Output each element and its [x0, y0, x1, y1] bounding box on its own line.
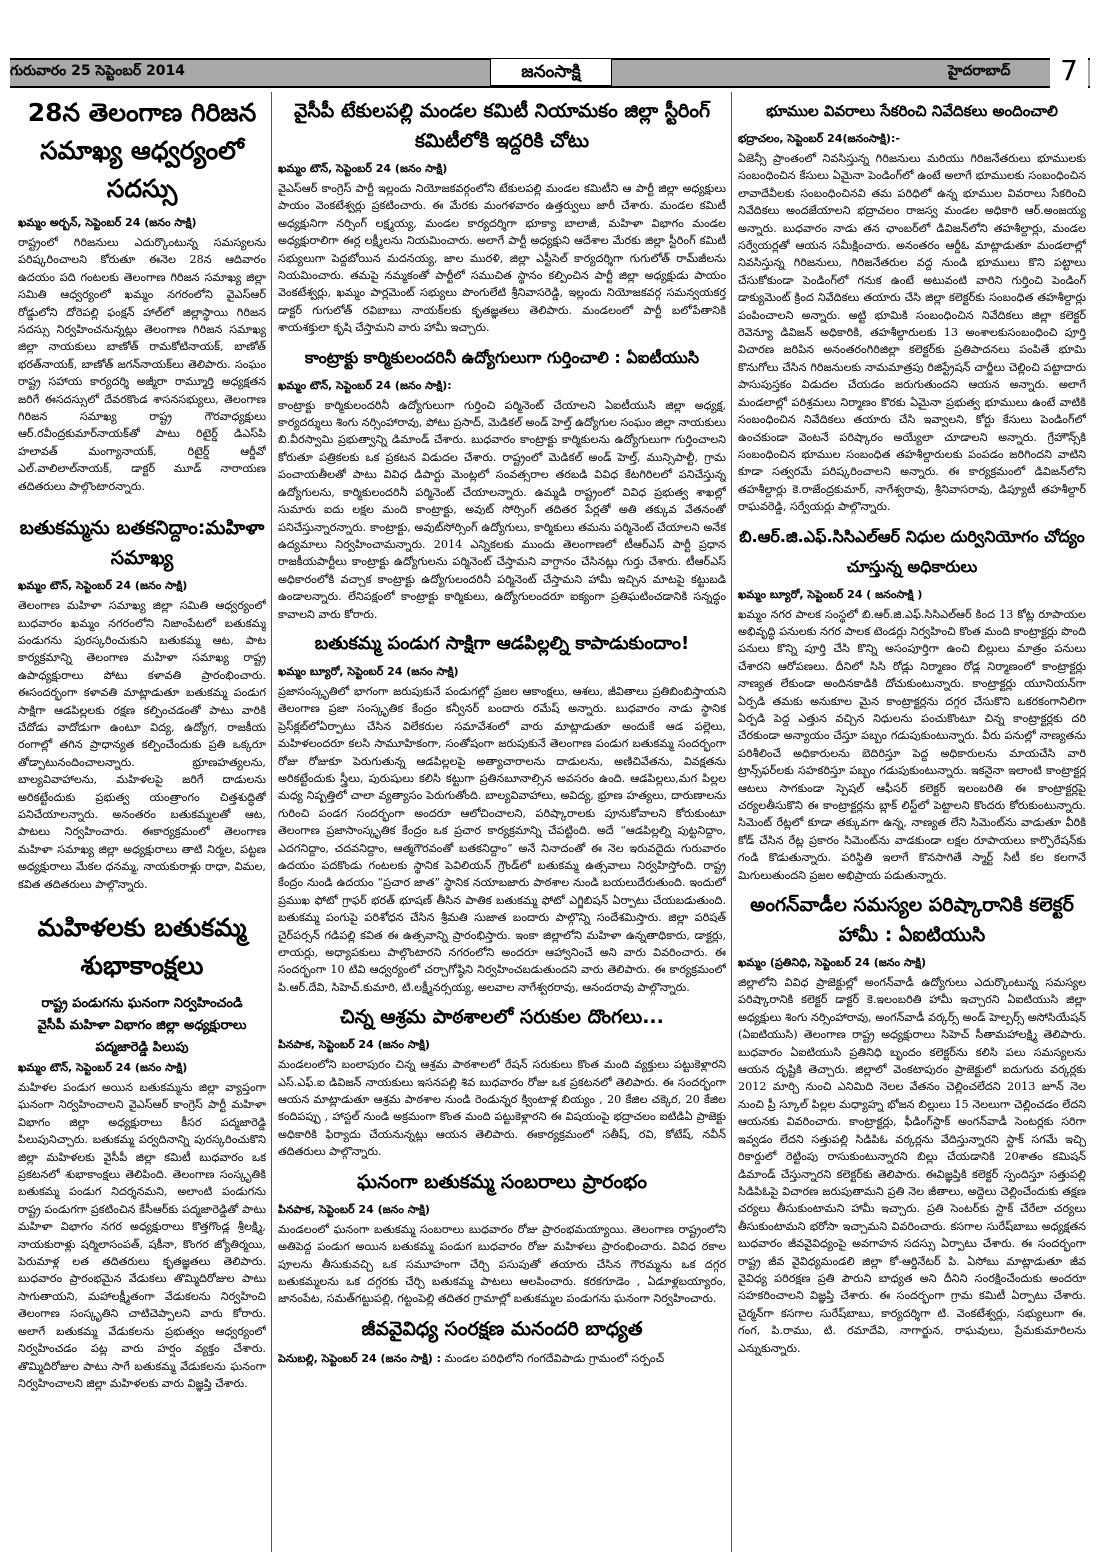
- article-dateline: భద్రాచలం, సెప్టెంబర్ 24(జనంసాక్షి):-: [738, 132, 900, 145]
- article-dateline: ఖమ్మం టౌన్, సెప్టెంబర్ 24 (జనం సాక్షి): [18, 579, 188, 593]
- article-dateline: ఖమ్మం (ప్రతినిధి, సెప్టెంబర్ 24 (జనం సాక్షి): [738, 956, 927, 970]
- article-ashram-school-theft: [278, 1002, 726, 1160]
- article-tribal-seminar: [18, 94, 266, 495]
- article-dateline: ఖమ్మం టౌన్, సెప్టెంబర్ 24 (జనం సాక్షి): [18, 1061, 188, 1074]
- article-body: కాంట్రాక్టు కార్మికులందరినీ ఉద్యోగులుగా గుర్తించి పర్మినెంట్ చేయాలని ఏఐటీయుసి జిల్లా అధ్యక్ష, కార్యదర్శులు శింగు నర్సింహారావు, పోటు ప్రసాద్, మెడికల్ అండ్ హెల్త్ ఉద్యోగుల సంఘం జిల్లా నాయకులు బి.వీరస్వామి ప్రభుత్వాన్ని డిమాండ్ చేశారు. బుధవారం కాంట్రాక్టు కార్మికులను ఉద్యోగులుగా గుర్తించాలని కోరుతూ పత్రికలకు ఒక ప్రకటన విడుదల చేశారు. రాష్ట్రంలో మెడికల్ అండ్ హెల్త్, మున్సిపాల్టీ, గ్రామ పంచాయతీలతో పాటు వివిధ డిపార్టు మెంట్లలో సంవత్సరాల తరబడి వివిధ కేటగిరిలలో పనిచేస్తున్న ఉద్యోగులను, కార్మికులందరినీ పర్మినెంట్ చేయాలన్నారు. ఉమ్మడి రాష్ట్రంలో వివిధ ప్రభుత్వ శాఖల్లో సుమారు ఐదు లక్షల మంది కాంట్రాక్టు, అవుట్ సోర్సింగ్ తదితర పేర్లతో అతి తక్కువ వేతనంతో పనిచేస్తున్నారన్నారు. కాంట్రాక్టు, అవుట్‌సోర్సింగ్ ఉద్యోగులు, కార్మికులు తమను పర్మినెంట్ చేయాలని అనేక ఉద్యమాలు నిర్వహించామన్నారు. 2014 ఎన్నికలకు ముందు తెలంగాణలో టీఆర్ఎస్ పార్టీ ప్రధాన రాజకీయపార్టీలు కాంట్రాక్టు ఉద్యోగులను పర్మినెంట్ చేస్తామని వాగ్దానం చేసినట్లు గుర్తు చేశారు. టీఆర్ఎస్ అధికారంలోకి వచ్చాక కాంట్రాక్టు ఉద్యోగులందరినీ పర్మినెంట్ చేస్తామని హామీ ఇచ్చిన మాటపై కట్టుబడి ఉండాలన్నారు. లేనిపక్షంలో కాంట్రాక్టు కార్మికులు, ఉద్యోగులందరూ ఐక్యంగా ప్రతిఘటించడానికి సన్నద్ధం కావాలని వారు కోరారు.: [278, 398, 726, 621]
- article-headline: వైసీపీ టేకులపల్లి మండల కమిటీ నియామకం జిల్లా స్టీరింగ్ కమిటీలోకి ఇద్దరికి చోటు: [293, 100, 711, 152]
- article-body: మండలంలో ఘనంగా బతుకమ్మ సంబరాలు బుధవారం రోజు ప్రారంభమయ్యాయి. తెలంగాణ రాష్ట్రంలోని అతిపెద్ద పండుగ అయిన బతుకమ్మ పండుగ బుధవారం రోజు మహిళలు ప్రారంభించారు. వివిధ రకాల పూలను తీసుకువచ్చి ఒక సమూహంగా చేర్చి పసుపుతో తయారు చేసిన గౌరమ్మను ఒక దగ్గర బతుకమ్మలను ఒక దగ్గరకు చేర్చి బతుకమ్మ పాటలు ఆలపించారు. కరకగూడెం , ఏడూళ్లబయ్యారం, జానంపేట, సమత్‌గట్టుపల్లి, గట్టంపెల్లి తదితర గ్రామాల్లో బతుకమ్మల పండుగను ఘనంగా నిర్వహించారు.: [278, 1222, 726, 1306]
- article-dateline: ఖమ్మం టౌన్, సెప్టెంబర్ 24 (జనం సాక్షి):: [278, 378, 452, 392]
- article-headline: బతుకమ్మను బతకనిద్దాం:మహిళా సమాఖ్య: [19, 517, 265, 570]
- article-land-records: [738, 96, 1086, 516]
- article-headline: అంగన్‌వాడీల సమస్యల పరిష్కారానికి కలెక్టర్ హామీ : ఏఐటియుసి: [750, 894, 1074, 947]
- article-body: జిల్లాలోని వివిధ ప్రాజెక్టుల్లో అంగన్‌వాడీ ఉద్యోగులు ఎదుర్కొంటున్న సమస్యల పరిష్కారానికి కలెక్టర్ డాక్టర్ కె.ఇలంబరితి హామీ ఇచ్చారని ఏఐటియుసి జిల్లా అధ్యక్షులు శింగు నర్సింహారావు, అంగన్‌వాడీ వర్కర్స్ అండ్ హెల్పర్స్ అసోసియేషన్ (ఏఐటియుసి) తెలంగాణ రాష్ట్ర అధ్యక్షురాలు సిహెచ్ సీతామహాలక్ష్మి తెలిపారు. బుధవారం ఏఐటియుసి ప్రతినిధి బృందం కలెక్టర్‌ను కలిసి పలు సమస్యలను ఆయన దృష్టికి తెచ్చారు. జిల్లాలో వెంకటాపురం ప్రాజెక్టులో ఐదుగురు వర్కర్లకు 2012 మార్చి నుంచి ఎనిమిది నెలల వేతనం చెల్లించలేదని 2013 జూన్ నెల నుంచి ప్రీ స్కూల్ పిల్లల మధ్యాహ్న భోజన బిల్లులు 15 నెలలుగా చెల్లించడం లేదని ఆయనకు వివరించారు. కాంట్రాక్టర్లు, ఫీడింగ్‌స్టాక్ అంగన్‌వాడీ సెంటర్లకు సరిగా ఇవ్వడం లేదని సత్తుపల్లి సిడిపిఓ వర్కర్లను వేదిస్తున్నారని స్టాక్ సగమే ఇచ్చి రికార్డులో రెట్టింపు రాసుకుంటున్నారని బిల్లు చేయడానికి 20శాతం కమిషన్ డిమాండ్ చేస్తున్నారని కలెక్టర్‌కు తెలిపారు. ఈవిజ్ఞప్తికి కలెక్టర్ స్పందిస్తూ సత్తుపల్లి సిడిపిఓపై విచారణ జరుపుతామని ప్రతి నెల జీతాలు, అద్దెలు చెల్లించేందుకు తక్షణ చర్యలు తీసుకుంటామని హామీ ఇచ్చారు. ప్రతి సెంటర్‌కు స్టాక్ చేరేలా చర్యలు తీసుకుంటామని భరోసా ఇచ్చామని వివరించారు. కసగాల సురేష్‌బాబు అధ్యక్షతన బుధవారం జీవవైవిధ్యంపై అవగాహన సదస్సు ఏర్పాటు చేశారు. ఈ సందర్భంగా రాష్ట్ర జీవ వైవిధ్యమండలి జిల్లా కో-ఆర్డినేటర్ పి. ఏసోబు మాట్లాడుతూ జీవ వైవిధ్య పరిరక్షణ ప్రతి పౌరుని బాధ్యత అని దీనిని సంరక్షించేందుకు అందరూ సహకరించాలని విజ్ఞప్తి చేశారు. ఈ సందర్భంగా గ్రామ కమిటీ ఏర్పాటు చేశారు. చైర్మన్‌గా కసగాల సురేష్‌బాబు, కార్యదర్శిగా టి. వెంకటేశ్వర్లు, సభ్యులుగా ఈ. గంగ, పి.రాము, టి. రమాదేవి, నాగార్జున, రాఘవులు, ప్రేమకుమారిలను ఎన్నుకున్నారు.: [738, 976, 1086, 1355]
- article-body: మండలంలోని బంలాపురం చిన్న ఆశ్రమ పాఠశాలలో రేషన్ సరుకులు కొంత మంది వ్యక్తులు పట్టుకెళ్లారని ఎస్.ఎఫ్.ఐ డివిజన్ నాయకులు ఇసనపల్లి శివ బుధవారం రోజు ఒక ప్రకటనలో తెలిపారు. ఈ సందర్భంగా ఆయన మాట్లాడుతూ ఆశ్రమ పాఠశాల నుండి రెండున్నర క్వింటాళ్ల బియ్యం , 20 కేజిల చక్కెర, 20 కేజిల కందిపప్పు , హాస్టల్ నుండి అక్రమంగా కొంత మంది పట్టుకెళ్లారని ఈ విషయంపై భద్రాచలం ఐటిడిఏ ప్రాజెక్టు అధికారికి ఫిర్యాదు చేయనున్నట్లు ఆయన తెలిపారు. ఈకార్యక్రమంలో సతీష్, రవి, కోటేష్, నవీన్ తదితరులు పాల్గొన్నారు.: [278, 1058, 726, 1159]
- article-headline: మహిళలకు బతుకమ్మ శుభాకాంక్షలు: [37, 913, 247, 980]
- article-headline: భూముల వివరాలు సేకరించి నివేదికలు అందించాలి: [766, 102, 1058, 120]
- article-save-girl-child: [278, 629, 726, 996]
- article-subheadline: రాష్ట్ర పండుగను ఘనంగా నిర్వహించండి: [41, 996, 243, 1011]
- article-contract-workers: [278, 343, 726, 623]
- article-biodiversity: [278, 1314, 726, 1367]
- column-divider: [731, 92, 732, 1552]
- article-body: మండల పరిధిలోని గంగదేవిపాడు గ్రామంలో సర్పంచ్: [444, 1351, 665, 1365]
- article-bathukamma-greetings: [18, 909, 266, 1392]
- article-dateline: పెనుబల్లి, సెప్టెంబర్ 24 (జనం సాక్షి) :: [278, 1351, 442, 1365]
- article-headline: జీవవైవిధ్య సంరక్షణ మనందరి బాధ్యత: [361, 1317, 643, 1340]
- article-dateline: పినపాక, సెప్టెంబర్ 24 (జనం సాక్షి): [278, 1038, 430, 1052]
- edition-city: హైదరాబాద్: [948, 63, 1011, 79]
- article-body: ఏజెన్సీ ప్రాంతంలో నివసిస్తున్న గిరిజనులు మరియు గిరిజనేతరులు భూములకు సంబంధించిన కేసులు ఏమైనా పెండింగ్‌లో ఉంటే అలాగే భూములకు సంబంధించిన లావాదేవీలకు సంబంధించినవి తమ పరిధిలో ఉన్న భూముల వివరాలు సేకరించి నివేదికలు అందజేయాలని భద్రాచలం రాజస్వ మండల అధికారి ఆర్.అంజయ్య అన్నారు. బుధవారం నాడు తన ఛాంబర్‌లో డివిజన్‌లోని తహశీల్దార్లు, మండల సర్వేయర్లతో ఆయన సమీక్షించారు. అనంతరం ఆర్డీఓ మాట్లాడుతూ మండలాల్లో నివసిస్తున్న గిరిజనులు, గిరిజనేతరుల వద్ద నుండి భూములు కొని పట్టాలు చేసుకోకుండా పెండింగ్‌లో గనుక ఉంటే అటువంటి వారిని గుర్తించి పెండింగ్ డాక్యుమెంట్ క్రింద నివేదికలు తయారు చేసి జిల్లా కలెక్టర్‌కు సంబంధిత తహశీల్దార్లు పంపించాలని అన్నారు. అట్టి భూమికి సంబంధించిన నివేదికలు జిల్లా కలెక్టర్ రెవెన్యూ డివిజన్ అధికారికి, తహశీల్దారులకు 13 అంశాలకుసంబంధించి పూర్తి విచారణ జరిపిన అనంతరంగిరిజిల్లా కలెక్టర్‌కు ప్రతిపాదనలు పంపితే భూమి కొనుగోలు చేసిన గిరిజనులకు నామమాత్రపు రిజిస్ట్రేషన్ చార్జీలు చెల్లించి పట్టాదారు పాసుపుస్తకం విడుదల చేయడం జరుగుతుందని ఆయన అన్నారు. అలాగే మండలాల్లో పరిశ్రమలు నిర్మాణం కొరకు ఏమైనా ప్రభుత్వ భూములు ఉంటే వాటికి సంబంధించిన నివేదికలు తయారు చేసి ఇవ్వాలని, కోర్టు కేసులు పెండింగ్‌లో ఉంచకుండా వెంటనే పరిష్కారం అయ్యేలా చూడాలని అన్నారు. గ్రేహౌన్స్‌కి సంబంధించిన భూముల సంబంధిత తహశీల్దారులకు పంపడం జరిగిందని వాటిని కూడా సత్వరమే పరిష్కరించాలని అన్నారు. ఈ కార్యక్రమంలో డివిజన్‌లోని తహశీల్దార్లు కె.రాజేంద్రకుమార్, నాగేశ్వరావు, శ్రీనివాసరావు, డిప్యూటీ తహశీల్దార్ రాఘవరెడ్డి, సర్వేయర్లు పాల్గొన్నారు.: [738, 152, 1086, 514]
- article-headline: బతుకమ్మ పండుగ సాక్షిగా ఆడపిల్లల్ని కాపాడుకుందాం!: [314, 632, 690, 654]
- article-body: మహిళల పండుగ అయిన బతుకమ్మను జిల్లా వ్యాప్తంగా ఘనంగా నిర్వహించాలని వైఎస్ఆర్ కాంగ్రెస్ పార్టీ మహిళా విభాగం జిల్లా అధ్యక్షురాలు కీసర పద్మజారెడ్డి పిలుపునిచ్చారు. బతుకమ్మ పర్వదినాన్ని పురస్కరించుకొని జిల్లా మహిళలకు వైసీపీ జిల్లా కమిటీ బుధవారం ఒక ప్రకటనలో శుభాకాంక్షలు తెలిపింది. తెలంగాణ సంస్కృతికి బతుకమ్మ పండుగ నిదర్శనమని, అలాంటి పండుగను రాష్ట్ర పండుగగా ప్రకటించిన కేసీఆర్‌కు పద్మజారెడ్డితో పాటు మహిళా విభాగం నగర అధ్యక్షురాలు కొత్తగొండ్ల శ్రీలక్ష్మి, నాయకురాళ్లు షర్మిలాసంపత్, షకీనా, కొంగర జ్యోతిర్మయి, పెరుమాళ్ల లత తదితరులు కృతజ్ఞతలు తెలిపారు. బుధవారం ప్రారంభమైన వేడుకలు తొమ్మిదిరోజుల పాటు సాగుతాయని, మహాలక్ష్మీతంగా వేడుకలను నిర్వహించి తెలంగాణ సంస్కృతిని చాటిచెప్పాలని వారు కోరారు. అలాగే బతుకమ్మ వేడుకలను ప్రభుత్వం ఆధ్వర్యంలో నిర్వహించడం పట్ల వారు హర్షం వ్యక్తం చేశారు. తొమ్మిదిరోజుల పాటు సాగే బతుకమ్మ వేడుకలను ఘనంగా నిర్వహించాలని జిల్లా మహిళలకు వారు విజ్ఞప్తి చేశారు.: [18, 1081, 266, 1390]
- article-anganwadi-issues: [738, 890, 1086, 1357]
- article-headline: ఘనంగా బతుకమ్మ సంబరాలు ప్రారంభం: [357, 1170, 647, 1193]
- article-bathukamma-women-federation: [18, 513, 266, 893]
- article-dateline: పినపాక, సెప్టెంబర్ 24 (జనం సాక్షి): [278, 1202, 430, 1216]
- column-middle: [278, 92, 726, 1552]
- article-subheadline: వైసీపీ మహిళా విభాగం జిల్లా అధ్యక్షురాలు: [37, 1018, 247, 1033]
- article-dateline: ఖమ్మం బ్యూరో, సెప్టెంబర్ 24 ( జనంసాక్షి ): [738, 587, 923, 601]
- article-body: తెలంగాణ మహిళా సమాఖ్య జిల్లా సమితి ఆధ్వర్యంలో బుధవారం ఖమ్మం నగరంలోని నిజాంపేటలో బతుకమ్మ పండుగను పురస్కరించుకుని బతుకమ్మ ఆట, పాట కార్యక్రమాన్ని తెలంగాణ మహిళా సమాఖ్య రాష్ట్ర ఉపాధ్యక్షురాలు పోటు కళావతి ప్రారంభించారు. ఈసందర్భంగా కళావతి మాట్లాడుతూ బతుకమ్మ పండుగ సాక్షిగా ఆడపిల్లలకు రక్షణ కల్పించడంతో పాటు వారికి చేదోడు వాదోడుగా ఉంటూ విద్య, ఉద్యోగ, రాజకీయ రంగాల్లో తగిన ప్రాధాన్యత కల్పించేందుకు ప్రతి ఒక్కరూ తోడ్పాటునందించాలన్నారు. భ్రూణహత్యలను, బాల్యవివాహాలను, మహిళలపై జరిగే దాడులను అరికట్టేందుకు ప్రభుత్వ యంత్రాంగం చిత్తశుద్ధితో పనిచేయాలన్నారు. అనంతరం బతుకమ్మలతో ఆట, పాటలు నిర్వహించారు. ఈకార్యక్రమంలో తెలంగాణ మహిళా సమాఖ్య జిల్లా అధ్యక్షురాలు తాటి నిర్మల, పట్టణ అధ్యక్షురాలు మేకల ధనమ్మ, నాయకురాళ్లు రాధా, విమల, కవిత తదితరులు పాల్గొన్నారు.: [18, 599, 266, 891]
- article-headline: చిన్న ఆశ్రమ పాఠశాలలో సరుకుల దొంగలు...: [340, 1006, 664, 1029]
- article-dateline: ఖమ్మం టౌన్, సెప్టెంబర్ 24 (జనం సాక్షి): [278, 162, 448, 175]
- article-body: ఖమ్మం నగర పాలక సంస్థలో బి.ఆర్.జి.ఎఫ్.సిసిఎల్ఆర్ కింద 13 కోట్ల రూపాయల అభివృద్ధి పనులకు నగర పాలక టెండర్లు నిర్వహించి కొంత మంది కాంట్రాక్టర్లు పొంది పనులు కొన్ని పూర్తి చేసి కొన్ని అసంపూర్తిగా ఉంచి బిల్లులు మాత్రం పనులు చేశారని ఆరోపణలు. దీనిలో సిసి రోడ్లు నిర్మాణం రోడ్ల నిర్మాణంలో కాంట్రాక్టర్లు నాణ్యత లేకుండా అందినకాడికి దోచుకుంటున్నారు. కాంట్రాక్టర్లు యూనియన్‌గా ఏర్పడి తమకు అనుకూల మైన కాంట్రాక్టర్లను దగ్గర చేసుకొని ఒకరకంగానిలిగా ఏర్పడి పెద్ద ఎత్తున వచ్చిన నిధులను పంచుకొంటూ చిన్న కాంట్రాక్టర్లకు దరి చేరకుండా అన్యాయం చేస్తూ పబ్బం గడుపుకుంటున్నారు. వీరు పనుల్లో నాణ్యతను పరిశీలించే అధికారులను బెదిరిస్తూ పెద్ద అధికారులను మాయచేసి వారి ట్రాన్స్‌ఫర్‌లకు సహకరిస్తూ పబ్బం గడుపుకుంటున్నారు. ఇకనైనా ఇలాంటి కాంట్రాక్టర్ల ఆటలు సాగకుండా స్పెషల్ ఆఫీసర్ కలెక్టర్ ఇలంబరితి ఈ కాంట్రాక్టర్లపై చర్యలతీసుకొని ఈ కాంట్రాక్టర్లను బ్లాక్ లిస్ట్‌లో పెట్టాలని కొందరు కోరుకుంటున్నారు. సిమెంట్ రేట్లలో కూడా తక్కువగా ఉన్న, నాణ్యత లేని సిమెంట్‌ను వాడుతూ వీరికి కోడ్ చేసిన రేట్ల ప్రకారం సిమెంట్‌ను వాడకుండా లక్షల రూపాయలు కార్పొరేషన్‌కు గండి కొడుతున్నారు. పరిస్థితి ఇలాగే కొనసాగితే స్మార్ట్ సిటీ కల కలగానే మిగులుతుందని ప్రజల అభిప్రాయ పడుతున్నారు.: [738, 607, 1086, 882]
- article-headline: బి.ఆర్.జి.ఎఫ్.సిసిఎల్ఆర్ నిధుల దుర్వినియోగం చోద్యం చూస్తున్న అధికారులు: [739, 526, 1085, 576]
- article-body: రాష్ట్రంలో గిరిజనులు ఎదుర్కొంటున్న సమస్యలను పరిష్కరించాలని కోరుతూ ఈనెల 28న ఆదివారం ఉదయం పది గంటలకు తెలంగాణ గిరిజన సమాఖ్య జిల్లా సమితి ఆధ్వర్యంలో ఖమ్మం నగరంలోని వైఎస్ఆర్ రోడ్డులోని దోరెపల్లి ఫంక్షన్ హాల్‌లో జిల్లాస్థాయి గిరిజన సదస్సు నిర్వహించనున్నట్లు తెలంగాణ గిరిజన సమాఖ్య జిల్లా నాయకులు బాణోత్ రామకోటినాయక్, బాణోత్ భరత్‌నాయక్, బాణోత్ జగన్‌నాయక్‌లు తెలిపారు. సంఘం రాష్ట్ర సహాయ కార్యదర్శి అజ్మీరా రామ్మూర్తి అధ్యక్షతన జరిగే ఈసదస్సులో దేవరకొండ శాసనసభ్యులు, తెలంగాణ గిరిజన సమాఖ్య రాష్ట్ర గౌరవాధ్యక్షులు ఆర్.రవీంద్రకుమార్‌నాయక్‌తో పాటు రిటైర్డ్ డిఎస్‌పి హలావత్ మంగ్యానాయక్, రిటైర్డ్ ఆర్డీవో ఎల్.వాలిలాల్‌నాయక్, డాక్టర్ మూడ్ నారాయణ తదితరులు పాల్గొంటారన్నారు.: [18, 236, 266, 493]
- article-bathukamma-celebrations: [278, 1167, 726, 1308]
- article-subheadline: పద్మజారెడ్డి పిలుపు: [95, 1040, 189, 1055]
- article-headline: కాంట్రాక్టు కార్మికులందరినీ ఉద్యోగులుగా గుర్తించాలి : ఏఐటీయుసి: [304, 347, 700, 367]
- column-left: [18, 92, 266, 1552]
- article-brgf-funds-misuse: [738, 522, 1086, 885]
- article-dateline: ఖమ్మం అర్బన్, సెప్టెంబర్ 24 (జనం సాక్షి): [18, 216, 197, 229]
- column-divider: [271, 92, 272, 1552]
- issue-date: గురువారం 25 సెప్టెంబర్ 2014: [10, 63, 185, 79]
- article-dateline: ఖమ్మం బ్యూరో, సెప్టెంబర్ 24 (జనం సాక్షి): [278, 664, 459, 678]
- article-ysrcp-committee: [278, 96, 726, 337]
- article-headline: 28న తెలంగాణ గిరిజన సమాఖ్య ఆధ్వర్యంలో సదస్సు: [27, 98, 257, 203]
- page-number: 7: [1050, 54, 1088, 88]
- column-right: [738, 92, 1086, 1552]
- article-body: వైఎస్ఆర్ కాంగ్రెస్ పార్టీ ఇల్లందు నియోజకవర్గంలోని టేకులపల్లి మండల కమిటీని ఆ పార్టీ జిల్లా అధ్యక్షులు పాయం వెంకటేశ్వర్లు ప్రకటించారు. ఈ మేరకు మంగళవారం ఉత్తర్వులు జారీ చేశారు. మండల కమిటీ అధ్యక్షునిగా నర్సింగ్ లక్ష్మయ్య, మండల కార్యదర్శిగా భూక్యా బాలాజీ, మహిళా విభాగం మండల అధ్యక్షురాలిగా ఈర్ల లక్ష్మీలను నియమించారు. అలాగే పార్టీ అధ్యక్షుని ఆదేశాల మేరకు జిల్లా స్టీరింగ్ కమిటీ సభ్యులుగా పెద్దబోయిన మదనయ్య, జాల మురళి, జిల్లా ఎస్టీసెల్ కార్యదర్శిగా గుగులోత్ రామ్‌జీలను నియమించారు. తమపై నమ్మకంతో పార్టీలో సముచిత స్థానం కల్పించిన పార్టీ జిల్లా అధ్యక్షుడు పాయం వెంకటేశ్వర్లు, ఖమ్మం పార్లమెంట్ సభ్యులు పొంగులేటి శ్రీనివాసరెడ్డి, ఇల్లందు నియోజకవర్గ సమన్వయకర్త డాక్టర్ గుగులోత్ రవిబాబు నాయక్‌లకు కృతజ్ఞతలు తెలిపారు. మండలంలో పార్టీ బలోపేతానికి శాయశక్తులా కృషి చేస్తామని వారు హామీ ఇచ్చారు.: [278, 182, 726, 335]
- newspaper-logo: జనంసాక్షి: [490, 58, 612, 86]
- article-body: ప్రజాసంస్కృతిలో భాగంగా జరుపుకునే పండుగల్లో ప్రజల ఆకాంక్షలు, ఆశలు, జీవితాలు ప్రతిబింబిస్తాయని తెలంగాణ ప్రజా సంస్కృతిక కేంద్రం కన్వీనర్ బందారు రమేష్ అన్నారు. బుధవారం నాడు స్థానిక ప్రెస్‌క్లబ్‌లోఏర్పాటు చేసిన విలేకరుల సమావేశంలో వారు మాట్లాడుతూ అందుకే ఆడ పల్లెలు, మహిళలందరూ కలసి సామూహికంగా, సంతోషంగా జరుపుకునే తెలంగాణ పండుగ బతుకమ్మ సందర్భంగా రోజు రోజుకూ పెరుగుతున్న ఆడపిల్లలపై అత్యాచారాలను దాడులను, అణిచివేతను, వివక్షతను అరికట్టేందుకు స్త్రీలు, పురుషులు కలిసి కట్టుగా ప్రతినబూనాల్సిన అవసరం ఉంది. ఆడపిల్లలు,మగ పిల్లల మధ్య నిష్పత్తిలో చాలా వ్యత్యాసం పెరుగుతోంది. బాల్యవివాహాలు, అవిద్య, భ్రూణ హత్యలు, దారుణాలను గురించి పండగ సందర్భంగా అందరూ ఆలోచించాలని, పరిష్కారాలకు పూనుకోవాలని కోరుకుంటూ తెలంగాణ ప్రజాసాంస్కృతిక కేంద్రం ఒక ప్రచార కార్యక్రమాన్ని చేపట్టింది. అదే “ఆడపిల్లల్ని పుట్టనిద్దాం, ఎదగనిద్దాం, చదవనిద్దాం, ఆత్మగౌరవంతో బతకనిద్దాం” అనే నినాదంతో ఈ నెల ఇరువదైదు గురువారం ఉదయం పదకొండు గంటలకు స్థానిక పెవిలియన్ గ్రౌండ్‌లో బతుకమ్మ ఉత్సవాలు నిర్వహిస్తోంది. రాష్ట్ర కేంద్రం నుండి ఉదయం “ప్రచార జాత” స్థానిక నయాబజారు పాఠశాల నుండి బయలుదేరుతుంది. ఇందులో ప్రముఖ ఫోటో గ్రాఫర్ భరత్ భూషణ్ తీసిన పాతిక బతుకమ్మ ఫోటో ఎగ్జిబిషన్ ఏర్పాటు చేయబడుతుంది. బతుకమ్మ పంగుపై పరిశోధన చేసిన శ్రీమతి సుజాత బందారు పాల్గొన్ని సందేశమిస్తారు. జిల్లా పరిషత్ చైర్‌పర్సన్ గడిపల్లి కవిత ఈ ఉత్సవాన్ని ప్రారంభిస్తారు. ఇంకా జిల్లాలోని మహిళా ఉన్నతాధికారు, డాక్టర్లు, లాయర్లు, అధ్యాపకులు పాల్గొంటారని నగరంలోని అందరూ ఆహ్వానించే అని వారు వివరించారు. ఈ సందర్భంగా 10 టివి ఆధ్వర్యంలో చర్చాగోష్ఠిని నిర్వహించబడుతుందని వారు తెలిపారు. ఈ కార్యక్రమంలో పి.ఆర్.దేవి, సిహెచ్.కుమారి, టి.లక్ష్మీనర్సయ్య, అలవాల నాగేశ్వరరావు, ఆనందరావు పాల్గొన్నారు.: [278, 684, 726, 994]
